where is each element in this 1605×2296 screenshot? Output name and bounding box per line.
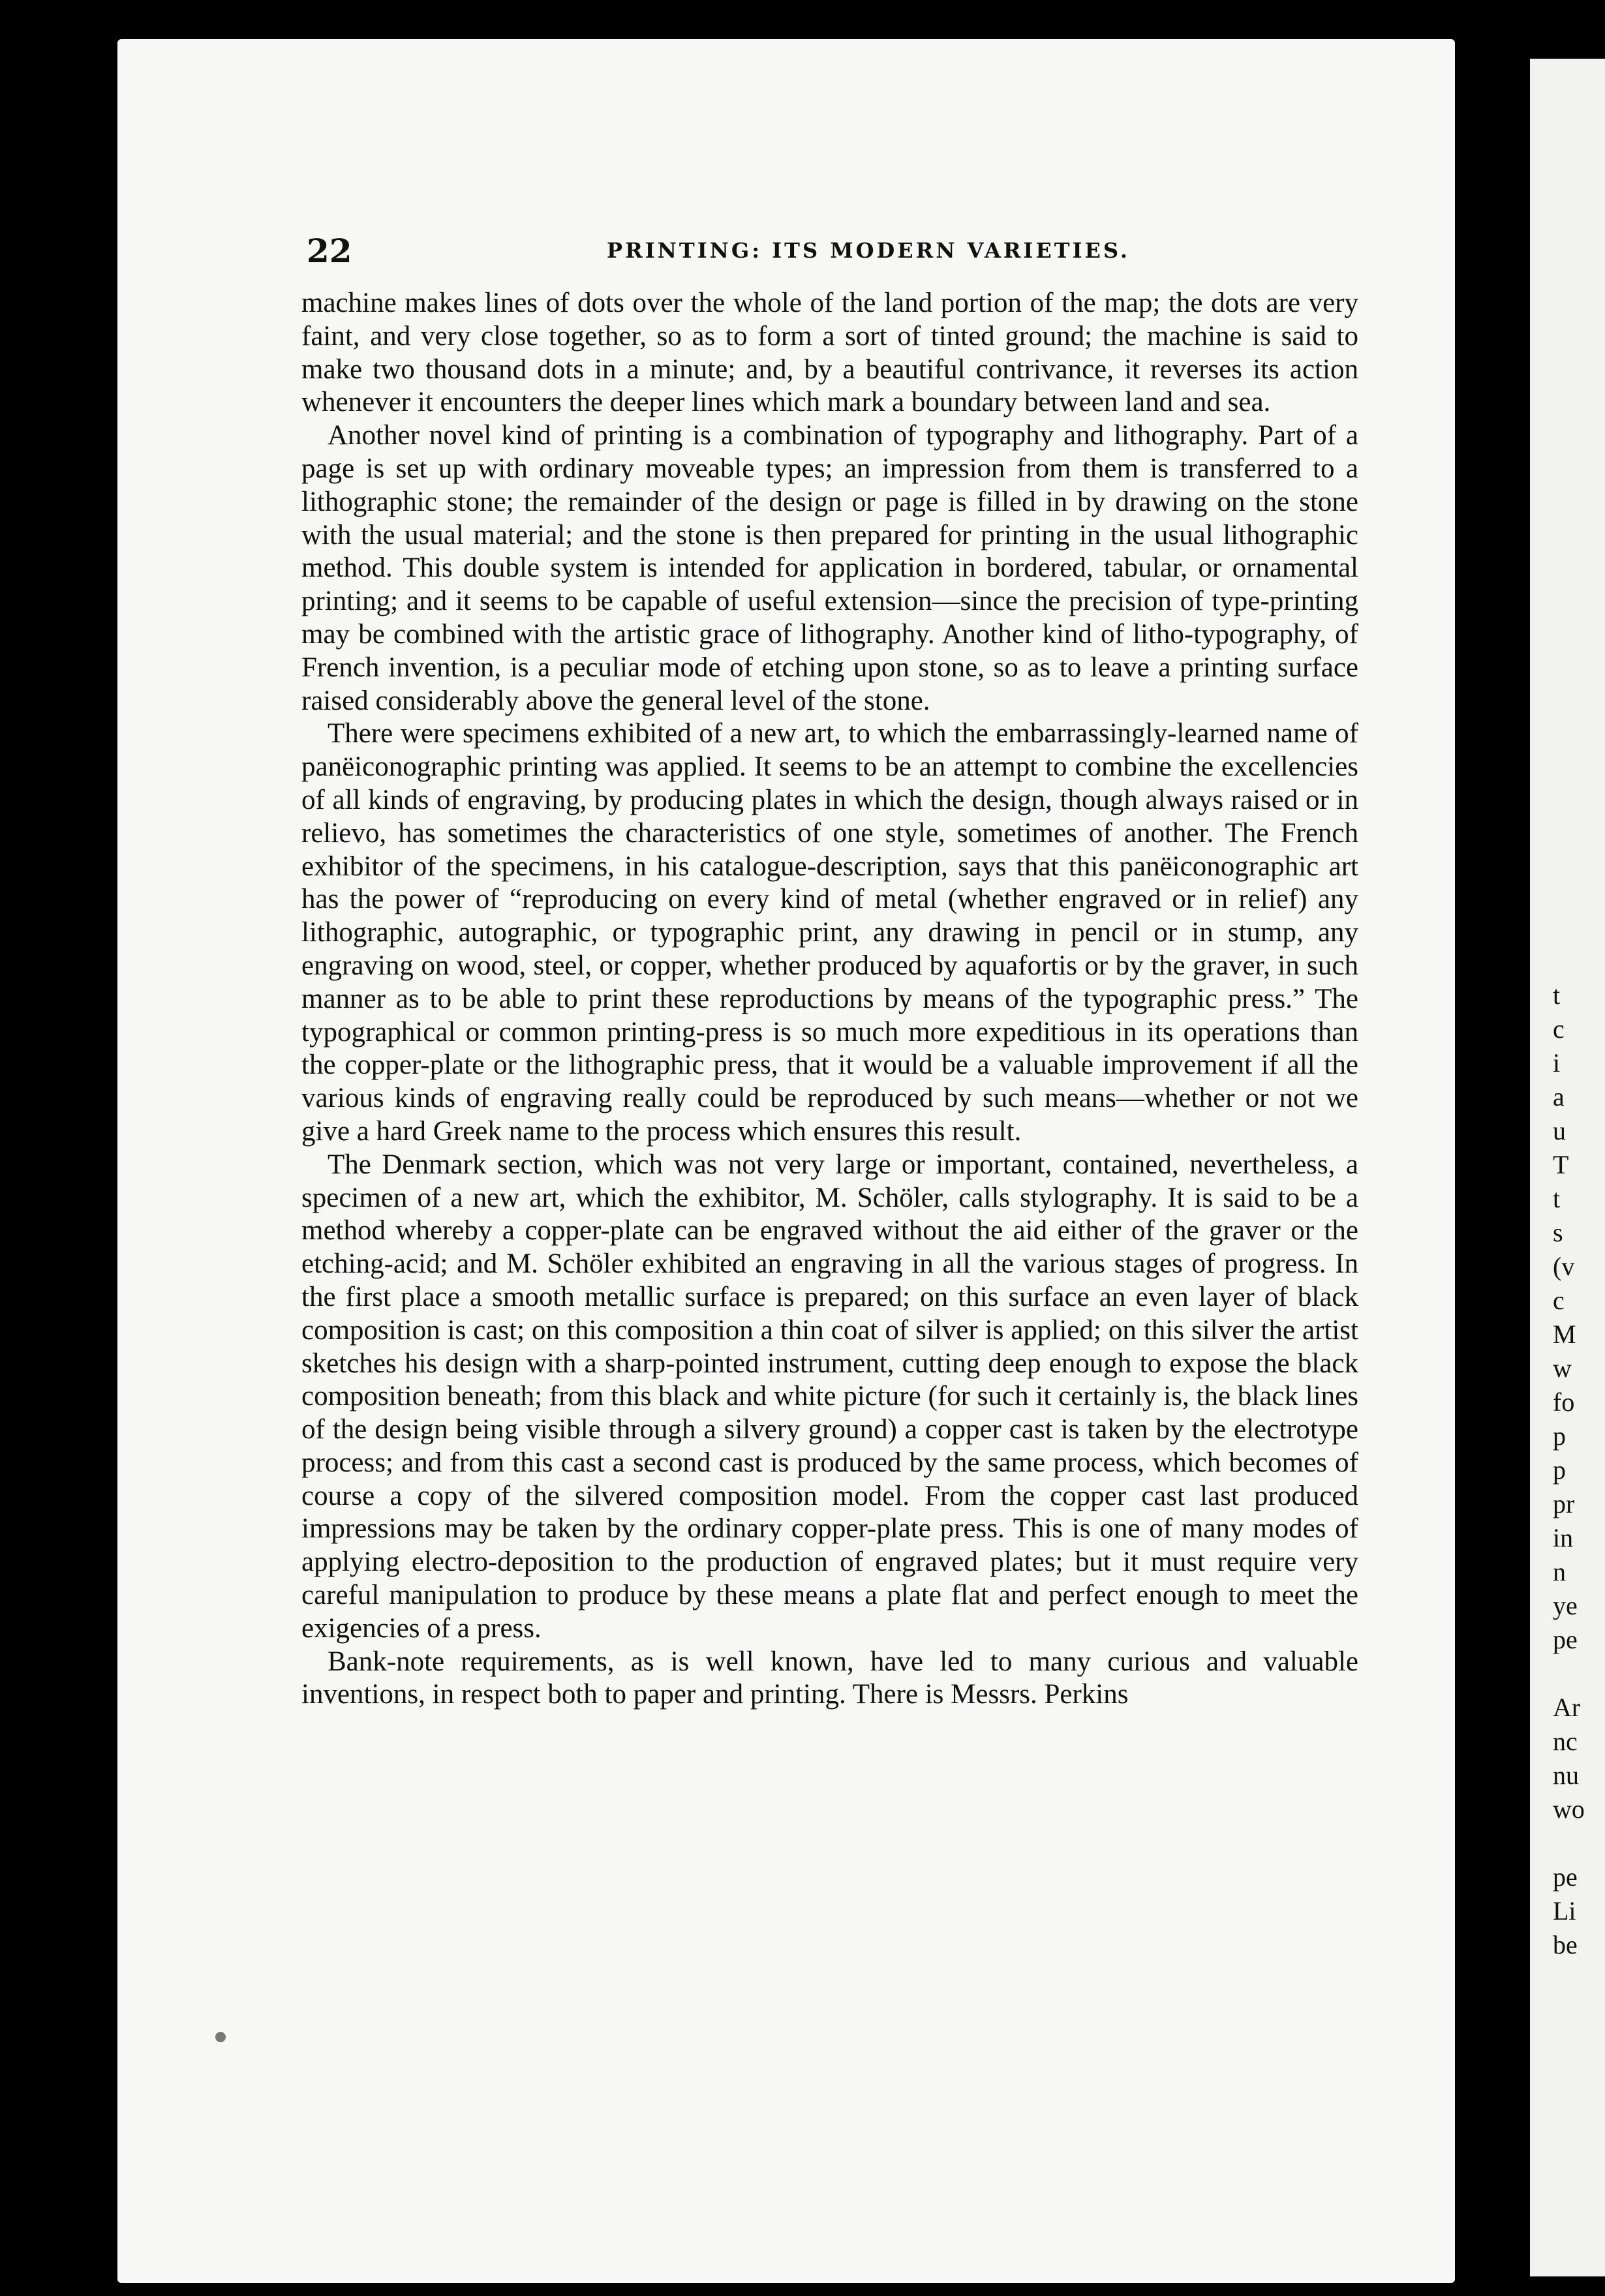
fragment: T (1553, 1150, 1569, 1179)
fragment: a (1553, 1082, 1565, 1111)
paragraph-map-machine: machine makes lines of dots over the whole of the land portion of the map; the dots are very faint, and very close together, so as to form a sort of tinted ground; the machine is said to make two thousand dots in a minute; and, by a beautiful contrivance, it reverses its action whenever it encounters the deeper lines which mark a boundary between land and sea. (301, 288, 1358, 418)
fragment (1553, 1657, 1605, 1691)
fragment (1553, 1826, 1605, 1860)
paragraph-paneiconographic: There were specimens exhibited of a new art, to which the embarrassingly-learned name of panëiconographic printing was applied. It seems to be an attempt to combine the excellencies of all kinds of engraving, by producing plates in which the design, though always raised or in relievo, has sometimes the characteristics of one style, sometimes of another. The French exhibitor of the specimens, in his catalogue-description, says that this panëiconographic art has the power of “reproducing on every kind of metal (whether engraved or in relief) any lithographic, autographic, or typographic print, any drawing in pencil or in stump, any engraving on wood, steel, or copper, whether produced by aquafortis or by the graver, in such manner as to be able to print these reproductions by means of the typographic press.” The typographical or common printing-press is so much more expeditious in its operations than the copper-plate or the lithographic press, that it would be a valuable improvement if all the various kinds of engraving really could be reproduced by such means—whether or not we give a hard Greek name to the process which ensures this result. (301, 718, 1358, 1147)
fragment: c (1553, 1286, 1565, 1315)
body-text (301, 287, 1358, 1712)
fragment: s (1553, 1218, 1563, 1247)
fragment: Ar (1553, 1693, 1581, 1722)
paragraph-litho-typography: Another novel kind of printing is a combination of typography and lithography. Part of a page is set up with ordinary moveable types; an impression from them is transferred to a lithographic stone; the remainder of the design or page is filled in by drawing on the stone with the usual material; and the stone is then prepared for printing in the usual lithographic method. This double system is intended for application in bordered, tabular, or ornamental printing; and it seems to be capable of useful extension—since the precision of type-printing may be combined with the artistic grace of lithography. Another kind of litho-typography, of French invention, is a peculiar mode of etching upon stone, so as to leave a printing surface raised considerably above the general level of the stone. (301, 420, 1358, 716)
fragment: t (1553, 1184, 1561, 1213)
fragment: wo (1553, 1794, 1585, 1824)
fragment: nc (1553, 1727, 1578, 1756)
running-title: PRINTING: ITS MODERN VARIETIES. (607, 238, 1131, 263)
fragment: pe (1553, 1862, 1578, 1892)
fragment: p (1553, 1455, 1566, 1485)
fragment: fo (1553, 1387, 1575, 1417)
fragment: c (1553, 1014, 1565, 1044)
fragment: i (1553, 1048, 1561, 1078)
page-number: 22 (307, 232, 352, 270)
fragment: pr (1553, 1489, 1575, 1518)
fragment: u (1553, 1116, 1566, 1145)
fragment: w (1553, 1353, 1572, 1383)
facing-page-fragments (1553, 978, 1605, 1962)
page-header (307, 232, 1351, 271)
fragment: n (1553, 1557, 1566, 1586)
scan-speck (215, 2032, 226, 2042)
fragment: ye (1553, 1591, 1578, 1620)
paragraph-stylography: The Denmark section, which was not very large or important, contained, nevertheless, a specimen of a new art, which the exhibitor, M. Schöler, calls stylography. It is said to be a method whereby a copper-plate can be engraved without the aid either of the graver or the etching-acid; and M. Schöler exhibited an engraving in all the various stages of progress. In the first place a smooth metallic surface is prepared; on this surface an even layer of black composition is cast; on this composition a thin coat of silver is applied; on this silver the artist sketches his design with a sharp-pointed instrument, cutting deep enough to expose the black composition beneath; from this black and white picture (for such it certainly is, the black lines of the design being visible through a silvery ground) a copper cast is taken by the electrotype process; and from this cast a second cast is produced by the same process, which becomes of course a copy of the silvered composition model. From the copper cast last produced impressions may be taken by the ordinary copper-plate press. This is one of many modes of applying electro-deposition to the production of engraved plates; but it must require very careful manipulation to produce by these means a plate flat and perfect enough to meet the exigencies of a press. (301, 1149, 1358, 1644)
fragment: M (1553, 1320, 1576, 1349)
paragraph-bank-note: Bank-note requirements, as is well known, have led to many curious and valuable inventions, in respect both to paper and printing. There is Messrs. Perkins (301, 1646, 1358, 1710)
fragment: in (1553, 1523, 1574, 1552)
fragment: Li (1553, 1896, 1576, 1926)
fragment: be (1553, 1930, 1578, 1959)
fragment: nu (1553, 1760, 1579, 1790)
fragment: p (1553, 1421, 1566, 1451)
fragment: (v (1553, 1252, 1575, 1281)
fragment: t (1553, 980, 1561, 1010)
fragment: pe (1553, 1625, 1578, 1654)
